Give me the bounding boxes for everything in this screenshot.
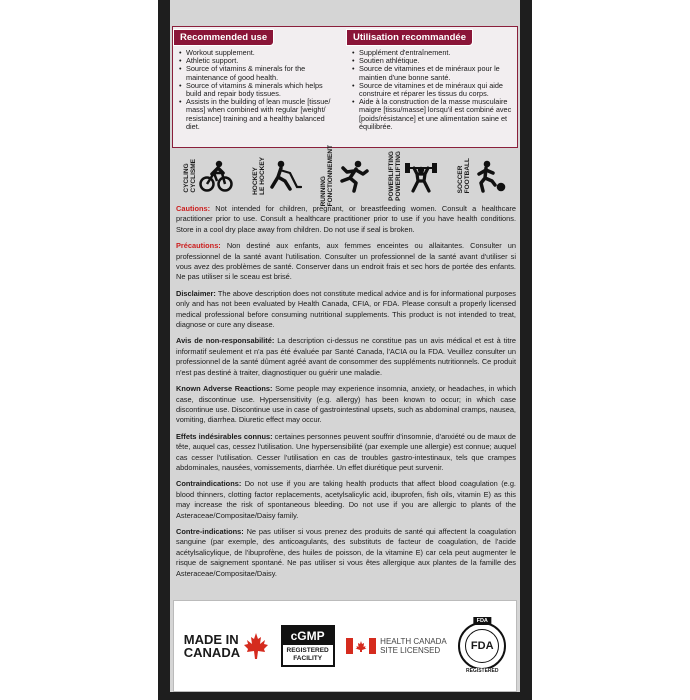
list-item: • Athletic support. (179, 57, 340, 65)
list-item: • Assists in the building of lean muscle [tissue/ mass] when combined with regular [weight/ resistance] training and a healthy balanced diet. (179, 98, 340, 131)
recommended-use-list-en (173, 46, 344, 131)
contraindications: Contraindications: Do not use if you are taking health products that affect blood coagulation (e.g. blood thinners, clotting factor replacements, acetylsalicylic acid, ibuprofen, fish oils, vitamin E) as this may increase the risk of spontaneous bleeding. Do not use if you are allergic to plants of the Asteraceae/Compositae/Daisy family. (176, 479, 516, 520)
running-icon (336, 159, 370, 193)
sport-label: POWERLIFTING POWERLIFTING (388, 151, 403, 201)
warning-cautions: Cautions: Not intended for children, pregnant, or breastfeeding women. Consult a healthcare practitioner prior to use. Consult a healthcare practitioner prior to use if you have health conditions. Store in a cool dry place away from children. Do not use if seal is broken. (176, 204, 516, 234)
recommended-use-fr (346, 27, 517, 131)
disclaimer: Disclaimer: The above description does not constitute medical advice and is for informational purposes only and has not been evaluated by Health Canada, CFIA, or FDA. Please consult a properly licensed medical professional before consuming nutritional supplements. This product is not intended to treat, diagnose or cure any disease. (176, 288, 516, 330)
hockey-icon (268, 159, 302, 193)
fda-registered-badge: FDA FDA REGISTERED (458, 622, 506, 670)
sport-cycling (183, 159, 233, 193)
sport-label: SOCCER FOOTBALL (456, 158, 471, 194)
contre-indications: Contre-indications: Ne pas utiliser si vous prenez des produits de santé qui affectent la coagulation sanguine (par exemple, des anticoagulants, des substituts de facteur de coagulation, de l'acide acétylsalicylique, de l'ibuprofène, des huiles de poisson, de la vitamine E) car cela peut augmenter le risque de saignement spontané. Ne pas utiliser si vous êtes allergique aux plantes de la famille des Asteraceae/Compositae/Daisy. (176, 526, 516, 578)
list-item: • Source of vitamins & minerals which helps build and repair body tissues. (179, 82, 340, 98)
right-stripe (520, 0, 532, 700)
sport-hockey (252, 157, 302, 195)
effets-indesirables: Effets indésirables connus: certaines personnes peuvent souffrir d'insomnie, d'anxiété ou de maux de tête, auquel cas, cessez l'utilisation. Une hypersensibilité (par exemple une allergie) est connue; auquel cas cesser l'utilisation. Cesser l'utilisation en cas de troubles gastro-intestinaux, tels que crampes abdominales, nausées, vomissements, diarrhée. Un effet diurétique peut survenir. (176, 431, 516, 472)
list-item: • Aide à la construction de la masse musculaire maigre [tissu/masse] lorsqu'il est combiné avec [poids/résistance] et une alimentation saine et équilibrée. (352, 98, 513, 131)
warning-precautions: Précautions: Non destiné aux enfants, aux femmes enceintes ou allaitantes. Consulter un professionnel de la santé avant l'utilisation. Consulter un professionnel de la santé avant d'utiliser si vous avez des problèmes de santé. Conserver dans un endroit frais et sec hors de portée des enfants. Ne pas utiliser si le sceau est brisé. (176, 241, 516, 282)
label-panel (170, 0, 520, 700)
left-stripe (158, 0, 170, 700)
utilisation-recommandee-heading: Utilisation recommandée (346, 29, 473, 46)
sport-label: HOCKEY LE HOCKEY (251, 157, 266, 195)
known-adverse-reactions: Known Adverse Reactions: Some people may experience insomnia, anxiety, or headaches, in which case, discontinue use. Hypersensitivity (e.g. allergy) has been known to occur; in which case discontinue use. Discontinue use in case of gastrointestinal upsets, such as abdominal cramps, nausea, vomiting, diarrhea. Diuretic effect may occur. (176, 384, 517, 425)
bottom-bar (158, 692, 532, 700)
avis-non-responsabilite: Avis de non-responsabilité: La description ci-dessus ne constitue pas un avis médical et est à titre informatif seulement et n'a pas été évaluée par Santé Canada, l'ACIA ou la FDA. Veuillez consulter un professionnel de la santé dûment agréé avant de consommer des suppléments nutritionnels. Ce produit n'est pas destiné à traiter, diagnostiquer ou guérir une maladie. (176, 336, 516, 377)
list-item: • Supplément d'entraînement. (352, 49, 513, 57)
warnings-body (176, 204, 516, 585)
recommended-use-box (172, 26, 518, 148)
sport-powerlifting (388, 151, 438, 201)
maple-leaf-icon (243, 632, 269, 660)
soccer-icon (473, 159, 507, 193)
list-item: • Source of vitamins & minerals for the maintenance of good health. (179, 65, 340, 81)
list-item: • Source de vitamines et de minéraux pour le maintien d'une bonne santé. (352, 65, 513, 81)
list-item: • Soutien athlétique. (352, 57, 513, 65)
recommended-use-heading: Recommended use (173, 29, 274, 46)
list-item: • Workout supplement. (179, 49, 340, 57)
health-canada-badge: HEALTH CANADA SITE LICENSED (346, 637, 447, 655)
cycling-icon (199, 159, 233, 193)
made-in-canada-badge: MADE IN CANADA (184, 632, 269, 660)
recommended-use-list-fr (346, 46, 517, 131)
powerlifting-icon (404, 159, 438, 193)
sport-label: CYCLING CYCLISME (183, 159, 198, 193)
cgmp-badge: cGMP REGISTERED FACILITY (281, 625, 335, 667)
sports-row (170, 145, 520, 207)
sport-running (320, 145, 370, 206)
sport-soccer (457, 158, 507, 193)
sport-label: RUNNING FONCTIONNEMENT (319, 145, 334, 207)
canada-flag-icon (346, 638, 376, 654)
recommended-use-en (173, 27, 344, 131)
list-item: • Source de vitamines et de minéraux qui aide construire et réparer les tissus du corps. (352, 82, 513, 98)
certification-badges (173, 600, 517, 692)
